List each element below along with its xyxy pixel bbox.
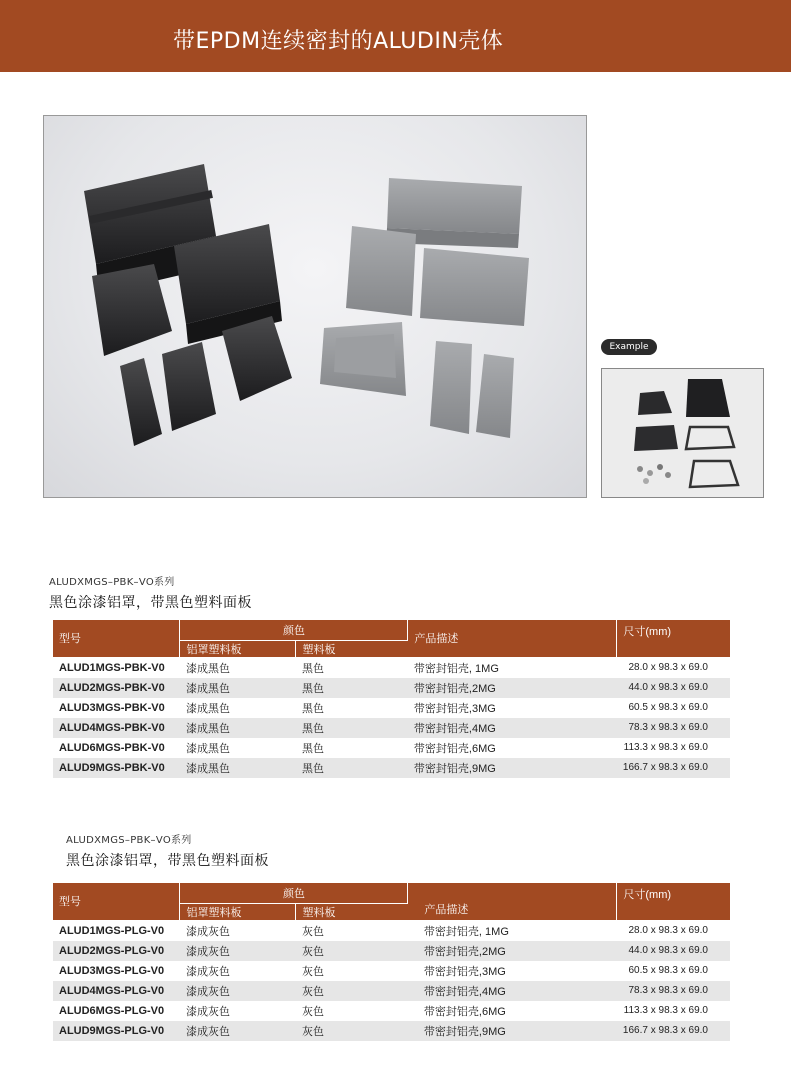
header-model: 型号 [53,883,180,920]
table-row [53,920,730,941]
row-desc: 带密封铝壳,4MG [408,718,617,738]
row-model: ALUD3MGS-PLG-V0 [53,961,180,981]
row-size: 44.0 x 98.3 x 69.0 [617,941,730,961]
section1-subtitle: 黑色涂漆铝罩，带黑色塑料面板 [49,595,252,611]
black-housing-small-2 [222,316,292,401]
row-desc: 带密封铝壳,2MG [408,678,617,698]
row-desc: 带密封铝壳,4MG [408,981,617,1001]
row-size: 113.3 x 98.3 x 69.0 [617,1001,730,1021]
row-size: 113.3 x 98.3 x 69.0 [617,738,730,758]
row-panel: 灰色 [296,981,408,1001]
black-housing-narrow [120,358,162,446]
row-model: ALUD2MGS-PBK-V0 [53,678,180,698]
row-size: 28.0 x 98.3 x 69.0 [617,920,730,941]
row-panel: 黑色 [296,718,408,738]
page-title: 带EPDM连续密封的ALUDIN壳体 [173,29,504,54]
header-panel: 塑料板 [296,640,408,657]
row-cover: 漆成灰色 [180,981,296,1001]
section1-series: ALUDXMGS–PBK–VO系列 [49,577,175,588]
row-size: 60.5 x 98.3 x 69.0 [617,961,730,981]
product-photo [43,115,587,498]
row-size: 28.0 x 98.3 x 69.0 [617,657,730,678]
gray-housing-narrow-1 [430,341,472,434]
row-panel: 黑色 [296,657,408,678]
header-model: 型号 [53,620,180,657]
table-row [53,718,730,738]
example-photo [601,368,764,498]
row-panel: 灰色 [296,961,408,981]
row-cover: 漆成黑色 [180,678,296,698]
table-row [53,698,730,718]
header-panel: 塑料板 [296,903,408,920]
row-size: 60.5 x 98.3 x 69.0 [617,698,730,718]
section1-table [53,620,730,778]
row-model: ALUD9MGS-PLG-V0 [53,1021,180,1041]
row-desc: 带密封铝壳,2MG [408,941,617,961]
row-cover: 漆成灰色 [180,920,296,941]
row-panel: 灰色 [296,920,408,941]
row-panel: 灰色 [296,1021,408,1041]
row-size: 166.7 x 98.3 x 69.0 [617,1021,730,1041]
row-cover: 漆成灰色 [180,1021,296,1041]
row-desc: 带密封铝壳,6MG [408,738,617,758]
row-desc: 带密封铝壳,3MG [408,698,617,718]
table-row [53,981,730,1001]
row-desc: 带密封铝壳, 1MG [408,920,617,941]
gray-housing-narrow-2 [476,354,514,438]
row-model: ALUD4MGS-PLG-V0 [53,981,180,1001]
example-screws [637,464,671,484]
row-desc: 带密封铝壳,9MG [408,1021,617,1041]
section2-series: ALUDXMGS–PBK–VO系列 [66,835,192,846]
header-cover: 铝罩塑料板 [180,640,296,657]
row-desc: 带密封铝壳,9MG [408,758,617,778]
row-model: ALUD2MGS-PLG-V0 [53,941,180,961]
section2-table [53,883,730,1041]
row-panel: 黑色 [296,698,408,718]
row-desc: 带密封铝壳,6MG [408,1001,617,1021]
header-size: 尺寸(mm) [617,620,730,657]
example-gasket-2 [690,461,738,487]
example-photo-illustration [602,369,765,499]
row-model: ALUD6MGS-PBK-V0 [53,738,180,758]
row-cover: 漆成黑色 [180,657,296,678]
row-desc: 带密封铝壳,3MG [408,961,617,981]
table-row [53,758,730,778]
row-cover: 漆成黑色 [180,698,296,718]
example-black-housing [686,379,730,417]
gray-housing-medium [420,248,529,326]
row-model: ALUD4MGS-PBK-V0 [53,718,180,738]
header-color: 颜色 [180,620,408,640]
row-size: 44.0 x 98.3 x 69.0 [617,678,730,698]
header-desc: 产品描述 [408,620,617,657]
section2-subtitle: 黑色涂漆铝罩，带黑色塑料面板 [66,853,269,869]
header-desc: 产品描述 [408,883,617,920]
row-panel: 黑色 [296,738,408,758]
row-size: 78.3 x 98.3 x 69.0 [617,718,730,738]
row-panel: 黑色 [296,758,408,778]
row-cover: 漆成灰色 [180,961,296,981]
header-size: 尺寸(mm) [617,883,730,920]
header-color: 颜色 [180,883,408,903]
table-row [53,678,730,698]
gray-housing-small-1 [346,226,416,316]
black-housing-small-3 [162,342,216,431]
example-badge: Example [601,339,657,355]
row-model: ALUD3MGS-PBK-V0 [53,698,180,718]
example-black-panel [634,425,678,451]
table-row [53,657,730,678]
row-model: ALUD1MGS-PBK-V0 [53,657,180,678]
table-row [53,738,730,758]
example-gasket-1 [686,427,734,449]
row-panel: 灰色 [296,941,408,961]
table-row [53,961,730,981]
table-row [53,1021,730,1041]
row-cover: 漆成黑色 [180,718,296,738]
row-size: 166.7 x 98.3 x 69.0 [617,758,730,778]
row-cover: 漆成灰色 [180,941,296,961]
header-cover: 铝罩塑料板 [180,903,296,920]
row-model: ALUD9MGS-PBK-V0 [53,758,180,778]
row-panel: 黑色 [296,678,408,698]
row-model: ALUD6MGS-PLG-V0 [53,1001,180,1021]
gray-housing-window [320,322,406,396]
row-panel: 灰色 [296,1001,408,1021]
row-cover: 漆成黑色 [180,738,296,758]
product-photo-illustration [44,116,588,499]
row-cover: 漆成黑色 [180,758,296,778]
table-row [53,1001,730,1021]
row-cover: 漆成灰色 [180,1001,296,1021]
row-size: 78.3 x 98.3 x 69.0 [617,981,730,1001]
page-header [0,0,791,72]
table-row [53,941,730,961]
row-desc: 带密封铝壳, 1MG [408,657,617,678]
row-model: ALUD1MGS-PLG-V0 [53,920,180,941]
example-black-cover [638,391,672,415]
